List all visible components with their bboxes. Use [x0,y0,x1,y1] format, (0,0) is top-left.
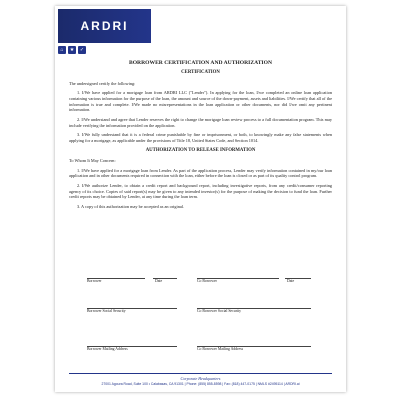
to-whom-text: To Whom It May Concern: [69,158,116,164]
certification-item-3: 3. I/We fully understand that it is a federal crime punishable by fine or imprisonment, or both, to knowingly make any false statements when applying for a mortgage, as applicable under the provisions of Title 18, United States Code, and Section 1014. [69,132,332,144]
document-body [69,60,332,214]
company-logo [58,9,151,43]
authorization-item-2: 2. I/We authorize Lender, to obtain a credit report and background report, including investigative reports, from any credit/consumer reporting agency of its choice. Copies of said report(s) may be given to any intended investor(s) for the purpose of making the decision to fund the loan. Further credit reports may be obtained by Lender, at any time during the loan term. [69,183,332,200]
check-badge-icon: ✓ [79,47,85,53]
certification-item-2: 2. I/We understand and agree that Lender reserves the right to change the mortgage loan review process to a full documentation program. This may include verifying the information provided on the application. [69,117,332,128]
housing-badge-icon: ⌂ [58,46,66,54]
co-borrower-ssn-label: Co Borrower Social Security [197,309,241,313]
signature-row-2 [69,308,332,316]
borrower-label: Borrower [87,279,102,283]
certification-item-1: 1. I/We have applied for a mortgage loan from ARDRI LLC ("Lender"). In applying for the loan, I/we completed an online loan application containing various information for the purpose of the loan, the amount and source of the down-payment, assets and liabilities. I/We certify that all of the information is true and complete. I/We made no misrepresentations in the loan application or other documents, nor did I/we omit any pertinent information. [69,90,332,113]
footer-contact-info: 27001 Agoura Road, Suite 100 • Calabasas, CA 91301 | Phone: (855) 855-8598 | Fax: (818) 447-0175 | NMLS #2495114 | ARDRI.ai [101,382,300,386]
footer [55,376,346,386]
section-authorization-title: AUTHORIZATION TO RELEASE INFORMATION [145,147,256,153]
document-page [55,6,346,392]
certification-badges [58,46,86,54]
star-badge-icon: ★ [69,47,75,53]
authorization-item-3: 3. A copy of this authorization may be accepted as an original. [77,204,185,210]
borrower-date-label: Date [155,279,163,283]
signature-row-1 [69,278,332,286]
section-certification-title: CERTIFICATION [181,70,220,76]
document-title: BORROWER CERTIFICATION AND AUTHORIZATION [128,60,273,66]
borrower-ssn-label: Borrower Social Security [87,309,126,313]
logo-text: ARDRI [80,19,129,33]
authorization-item-1: 1. I/We have applied for a mortgage loan from Lender. As part of the application process, Lender may verify information contained in my/our loan application and in other documents required in connection with the loan, either before the loan is closed or as part of its quality control program. [69,167,332,179]
footer-divider [69,373,332,374]
signature-row-3 [69,346,332,354]
borrower-address-label: Borrower Mailing Address [87,347,128,351]
intro-text: The undersigned certify the following: [69,80,136,86]
co-borrower-address-label: Co Borrower Mailing Address [197,347,244,351]
footer-title: Corporate Headquarters [180,376,221,381]
co-borrower-date-label: Date [287,279,295,283]
co-borrower-label: Co Borrower [197,279,217,283]
